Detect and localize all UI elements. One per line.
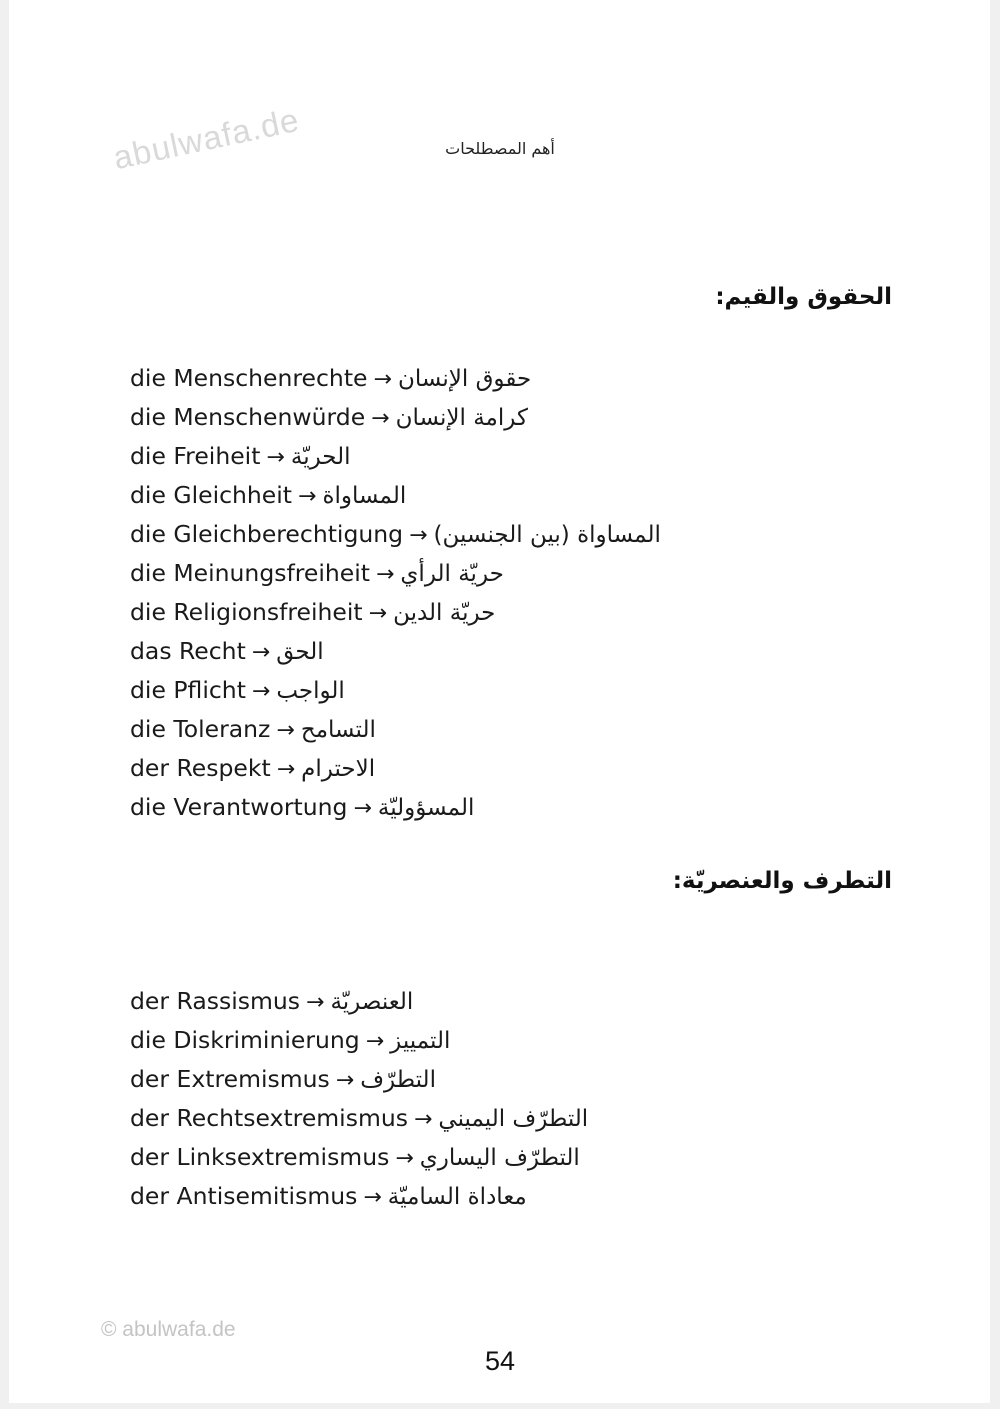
arrow-right-icon: → [251, 679, 271, 704]
term-german: das Recht [130, 637, 246, 665]
arrow-right-icon: → [371, 406, 390, 431]
term-german: die Menschenwürde [130, 403, 366, 431]
term-row [130, 359, 661, 398]
term-arabic: الواجب [276, 678, 345, 704]
term-arabic: معاداة الساميّة [387, 1184, 527, 1210]
arrow-right-icon: → [353, 796, 372, 821]
term-arabic: التسامح [300, 717, 376, 743]
arrow-right-icon: → [368, 601, 388, 626]
section-heading-rights: الحقوق والقيم: [715, 284, 892, 310]
term-german: der Rassismus [130, 987, 301, 1015]
page-number: 54 [484, 1346, 516, 1376]
term-german: die Toleranz [130, 715, 271, 743]
copyright-watermark: © abulwafa.de [101, 1318, 236, 1341]
arrow-right-icon: → [335, 1068, 355, 1093]
term-row [130, 1138, 588, 1177]
arrow-right-icon: → [375, 562, 395, 587]
arrow-right-icon: → [409, 523, 428, 548]
term-row [130, 1177, 588, 1216]
term-german: die Gleichberechtigung [130, 520, 404, 548]
term-arabic: الاحترام [301, 756, 376, 782]
term-arabic: المساواة [322, 483, 407, 509]
term-row [130, 398, 661, 437]
term-row [130, 788, 661, 827]
term-row [130, 982, 588, 1021]
term-arabic: كرامة الإنسان [395, 405, 528, 431]
term-arabic: التطرّف اليميني [438, 1106, 589, 1132]
term-row [130, 437, 661, 476]
term-arabic: المسؤوليّة [377, 795, 475, 821]
term-row [130, 1060, 588, 1099]
arrow-right-icon: → [306, 990, 325, 1015]
term-german: der Antisemitismus [130, 1182, 358, 1210]
watermark: abulwafa.de [110, 100, 303, 177]
term-arabic: الحق [276, 639, 324, 665]
arrow-right-icon: → [266, 445, 285, 470]
arrow-right-icon: → [395, 1146, 414, 1171]
term-german: der Linksextremismus [130, 1143, 390, 1171]
term-german: die Gleichheit [130, 481, 293, 509]
term-arabic: حقوق الإنسان [397, 366, 532, 392]
term-german: der Respekt [130, 754, 271, 782]
term-row [130, 1021, 588, 1060]
term-row [130, 593, 661, 632]
term-row [130, 749, 661, 788]
term-arabic: العنصريّة [330, 989, 414, 1015]
term-german: die Pflicht [130, 676, 246, 704]
term-german: die Religionsfreiheit [130, 598, 363, 626]
arrow-right-icon: → [365, 1029, 385, 1054]
arrow-right-icon: → [373, 367, 392, 392]
term-arabic: التمييز [390, 1028, 451, 1054]
term-row [130, 554, 661, 593]
arrow-right-icon: → [276, 718, 295, 743]
term-arabic: التطرّف اليساري [419, 1145, 580, 1171]
term-german: die Menschenrechte [130, 364, 368, 392]
term-list-rights [130, 359, 661, 827]
term-german: die Verantwortung [130, 793, 348, 821]
arrow-right-icon: → [363, 1185, 382, 1210]
term-german: die Freiheit [130, 442, 261, 470]
term-row [130, 671, 661, 710]
term-german: die Meinungsfreiheit [130, 559, 370, 587]
term-arabic: حريّة الرأي [400, 561, 504, 587]
section-heading-extremism: التطرف والعنصريّة: [672, 868, 892, 894]
term-german: der Extremismus [130, 1065, 330, 1093]
term-row [130, 1099, 588, 1138]
term-arabic: حريّة الدين [393, 600, 496, 626]
arrow-right-icon: → [413, 1107, 433, 1132]
term-row [130, 515, 661, 554]
term-arabic: الحريّة [290, 444, 351, 470]
term-arabic: التطرّف [360, 1067, 436, 1093]
term-german: die Diskriminierung [130, 1026, 360, 1054]
arrow-right-icon: → [251, 640, 271, 665]
term-list-extremism [130, 982, 588, 1216]
arrow-right-icon: → [276, 757, 296, 782]
term-german: der Rechtsextremismus [130, 1104, 408, 1132]
term-row [130, 632, 661, 671]
term-arabic: المساواة (بين الجنسين) [433, 522, 661, 548]
term-row [130, 710, 661, 749]
running-header: أهم المصطلحات [445, 139, 555, 158]
term-row [130, 476, 661, 515]
arrow-right-icon: → [298, 484, 317, 509]
